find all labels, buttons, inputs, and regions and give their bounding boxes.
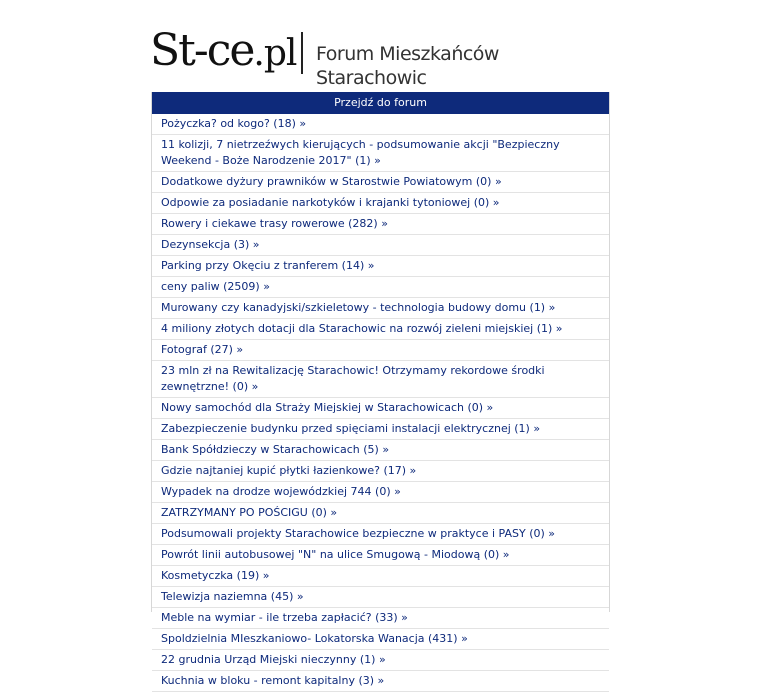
topic-item (152, 214, 609, 235)
topic-link[interactable]: 4 miliony złotych dotacji dla Starachowic na rozwój zieleni miejskiej (1) » (161, 322, 563, 335)
topic-link[interactable]: Pożyczka? od kogo? (18) » (161, 117, 307, 130)
topic-link[interactable]: ZATRZYMANY PO POŚCIGU (0) » (161, 506, 338, 519)
logo-suffix: .pl (253, 33, 297, 74)
topic-link[interactable]: Meble na wymiar - ile trzeba zapłacić? (33) » (161, 611, 408, 624)
topic-link[interactable]: Spoldzielnia MIeszkaniowo- Lokatorska Wanacja (431) » (161, 632, 468, 645)
header-divider (301, 32, 303, 74)
topic-link[interactable]: Gdzie najtaniej kupić płytki łazienkowe? (17) » (161, 464, 417, 477)
topic-item (152, 650, 609, 671)
topic-list (152, 114, 609, 692)
topic-link[interactable]: Parking przy Okęciu z tranferem (14) » (161, 259, 375, 272)
topic-link[interactable]: Dezynsekcja (3) » (161, 238, 260, 251)
topic-link[interactable]: Nowy samochód dla Straży Miejskiej w Starachowicach (0) » (161, 401, 494, 414)
topic-item (152, 566, 609, 587)
topic-item (152, 235, 609, 256)
topic-link[interactable]: Powrót linii autobusowej "N" na ulice Smugową - Miodową (0) » (161, 548, 510, 561)
topic-item (152, 419, 609, 440)
topic-link[interactable]: Kuchnia w bloku - remont kapitalny (3) » (161, 674, 385, 687)
topic-item (152, 319, 609, 340)
topic-item (152, 277, 609, 298)
topic-item (152, 440, 609, 461)
topic-item (152, 608, 609, 629)
topic-item (152, 629, 609, 650)
topic-item (152, 135, 609, 172)
topic-link[interactable]: Zabezpieczenie budynku przed spięciami instalacji elektrycznej (1) » (161, 422, 541, 435)
topic-item (152, 193, 609, 214)
topic-link[interactable]: Murowany czy kanadyjski/szkieletowy - technologia budowy domu (1) » (161, 301, 556, 314)
site-name: Forum Mieszkańców Starachowic (316, 43, 499, 89)
topic-link[interactable]: Telewizja naziemna (45) » (161, 590, 304, 603)
topic-link[interactable]: Rowery i ciekawe trasy rowerowe (282) » (161, 217, 388, 230)
topic-item (152, 114, 609, 135)
topic-link[interactable]: Odpowie za posiadanie narkotyków i krajanki tytoniowej (0) » (161, 196, 500, 209)
topic-item (152, 482, 609, 503)
forum-box (151, 92, 610, 687)
topic-item (152, 256, 609, 277)
topic-item (152, 587, 609, 608)
topic-item (152, 340, 609, 361)
topic-item (152, 503, 609, 524)
topic-link[interactable]: Dodatkowe dyżury prawników w Starostwie Powiatowym (0) » (161, 175, 502, 188)
topic-item (152, 298, 609, 319)
topic-item (152, 545, 609, 566)
topic-item (152, 524, 609, 545)
topic-link[interactable]: 11 kolizji, 7 nietrzeźwych kierujących - podsumowanie akcji "Bezpieczny Weekend - Boże Narodzenie 2017" (1) » (161, 138, 560, 167)
logo-text: St-ce (150, 25, 254, 76)
site-logo[interactable] (150, 26, 296, 79)
topic-link[interactable]: Bank Spółdzieczy w Starachowicach (5) » (161, 443, 390, 456)
topic-item (152, 461, 609, 482)
forum-header: Przejdź do forum (152, 92, 609, 114)
site-header (150, 25, 610, 89)
topic-link[interactable]: Fotograf (27) » (161, 343, 244, 356)
topic-item (152, 398, 609, 419)
topic-link[interactable]: Kosmetyczka (19) » (161, 569, 270, 582)
topic-item (152, 671, 609, 692)
topic-item (152, 172, 609, 193)
topic-link[interactable]: Wypadek na drodze wojewódzkiej 744 (0) » (161, 485, 401, 498)
topic-item (152, 361, 609, 398)
topic-link[interactable]: 23 mln zł na Rewitalizację Starachowic! Otrzymamy rekordowe środki zewnętrzne! (0) » (161, 364, 545, 393)
topic-link[interactable]: Podsumowali projekty Starachowice bezpieczne w praktyce i PASY (0) » (161, 527, 556, 540)
topic-link[interactable]: 22 grudnia Urząd Miejski nieczynny (1) » (161, 653, 386, 666)
topic-link[interactable]: ceny paliw (2509) » (161, 280, 270, 293)
